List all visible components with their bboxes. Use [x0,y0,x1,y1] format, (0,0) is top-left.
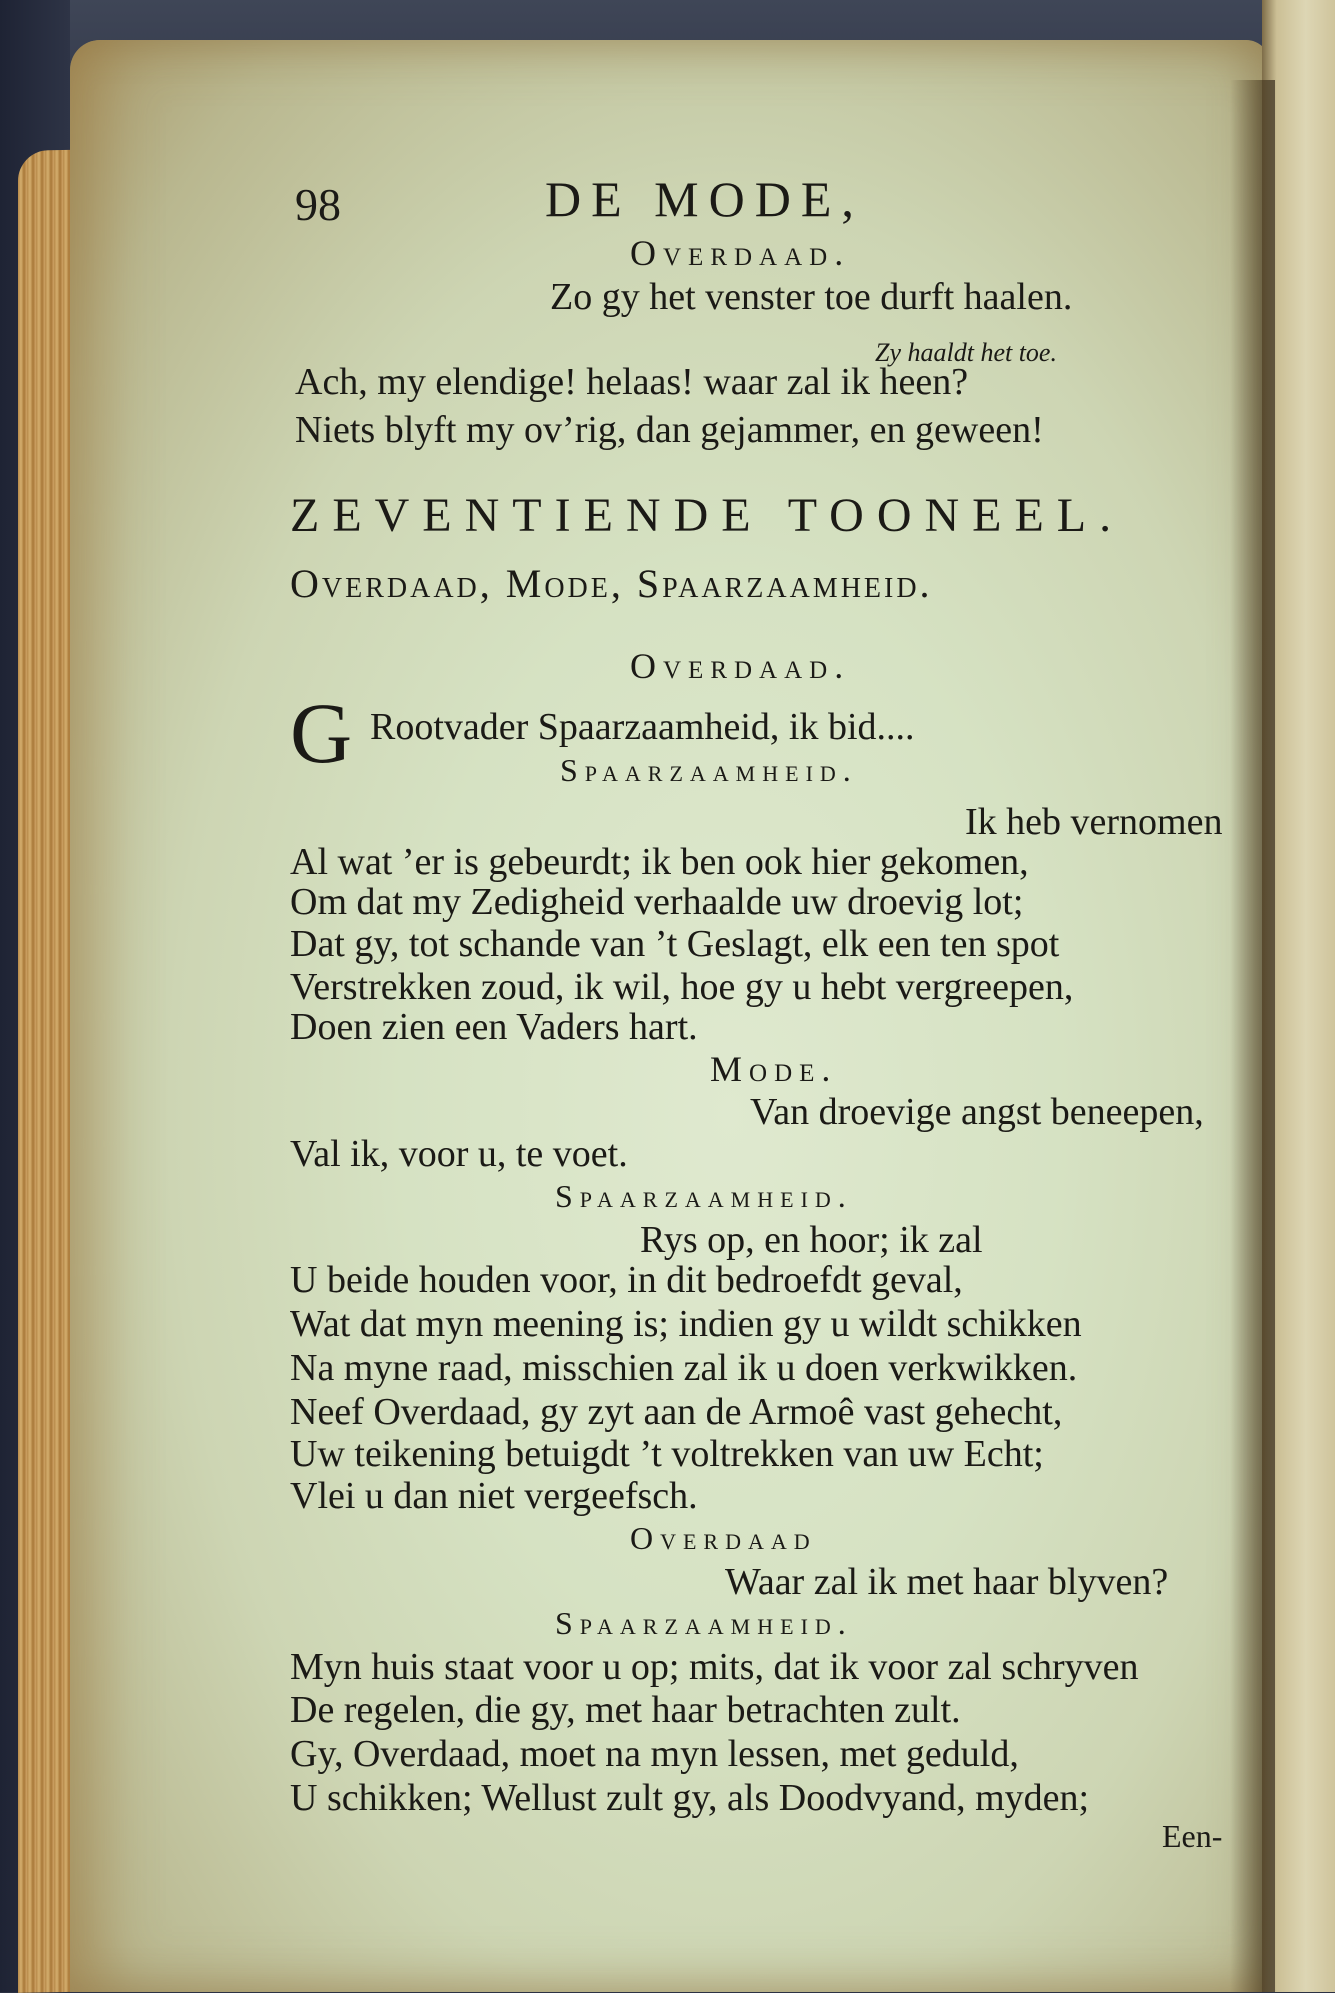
speaker-label: Overdaad. [630,233,851,273]
verse-line: Verstrekken zoud, ik wil, hoe gy u hebt vergreepen, [290,966,1074,1008]
page-number: 98 [295,179,341,230]
verse-line: U beide houden voor, in dit bedroefdt geval, [290,1259,963,1301]
verse-line: Om dat my Zedigheid verhaalde uw droevig lot; [290,881,1024,923]
speaker-label: Mode. [710,1049,838,1089]
verse-line: Niets blyft my ov’rig, dan gejammer, en geween! [295,409,1044,451]
verse-line: Gy, Overdaad, moet na myn lessen, met geduld, [290,1733,1019,1775]
book-gutter [1230,80,1275,1992]
verse-line: Wat dat myn meening is; indien gy u wildt schikken [290,1303,1082,1345]
verse-line: Vlei u dan niet vergeefsch. [290,1475,698,1517]
speaker-label: Spaarzaamheid. [560,752,858,788]
verse-line: U schikken; Wellust zult gy, als Doodvyand, myden; [290,1777,1090,1819]
stage-direction: Zy haaldt het toe. [875,338,1057,367]
verse-line: Na myne raad, misschien zal ik u doen verkwikken. [290,1347,1078,1389]
verse-line: Rys op, en hoor; ik zal [640,1219,983,1261]
verse-line: Doen zien een Vaders hart. [290,1006,698,1048]
verse-line: Waar zal ik met haar blyven? [725,1561,1169,1603]
verse-line: Van droevige angst beneepen, [750,1091,1204,1133]
verse-line: Rootvader Spaarzaamheid, ik bid.... [370,706,915,748]
verse-line: Ik heb vernomen [965,801,1223,843]
verse-line: Ach, my elendige! helaas! waar zal ik heen? [295,361,969,403]
drop-capital: G [290,685,353,781]
speaker-label: Spaarzaamheid. [555,1605,853,1641]
verse-line: Uw teikening betuigdt ’t voltrekken van uw Echt; [290,1433,1044,1475]
verse-line: Val ik, voor u, te voet. [290,1133,628,1175]
speaker-label: Overdaad. [630,646,851,686]
verse-line: Neef Overdaad, gy zyt aan de Armoê vast gehecht, [290,1391,1063,1433]
speaker-label: Spaarzaamheid. [555,1178,853,1214]
speaker-label: Overdaad [630,1520,817,1556]
verse-line: Myn huis staat voor u op; mits, dat ik voor zal schryven [290,1646,1139,1688]
catchword: Een- [1162,1818,1223,1854]
cast-list: Overdaad, Mode, Spaarzaamheid. [290,561,933,606]
running-head: DE MODE, [545,171,864,227]
scene-title: ZEVENTIENDE TOONEEL. [290,489,1125,542]
verse-line: Zo gy het venster toe durft haalen. [550,276,1073,318]
verse-line: De regelen, die gy, met haar betrachten zult. [290,1689,961,1731]
verse-line: Dat gy, tot schande van ’t Geslagt, elk een ten spot [290,923,1060,965]
verse-line: Al wat ’er is gebeurdt; ik ben ook hier gekomen, [290,841,1029,883]
